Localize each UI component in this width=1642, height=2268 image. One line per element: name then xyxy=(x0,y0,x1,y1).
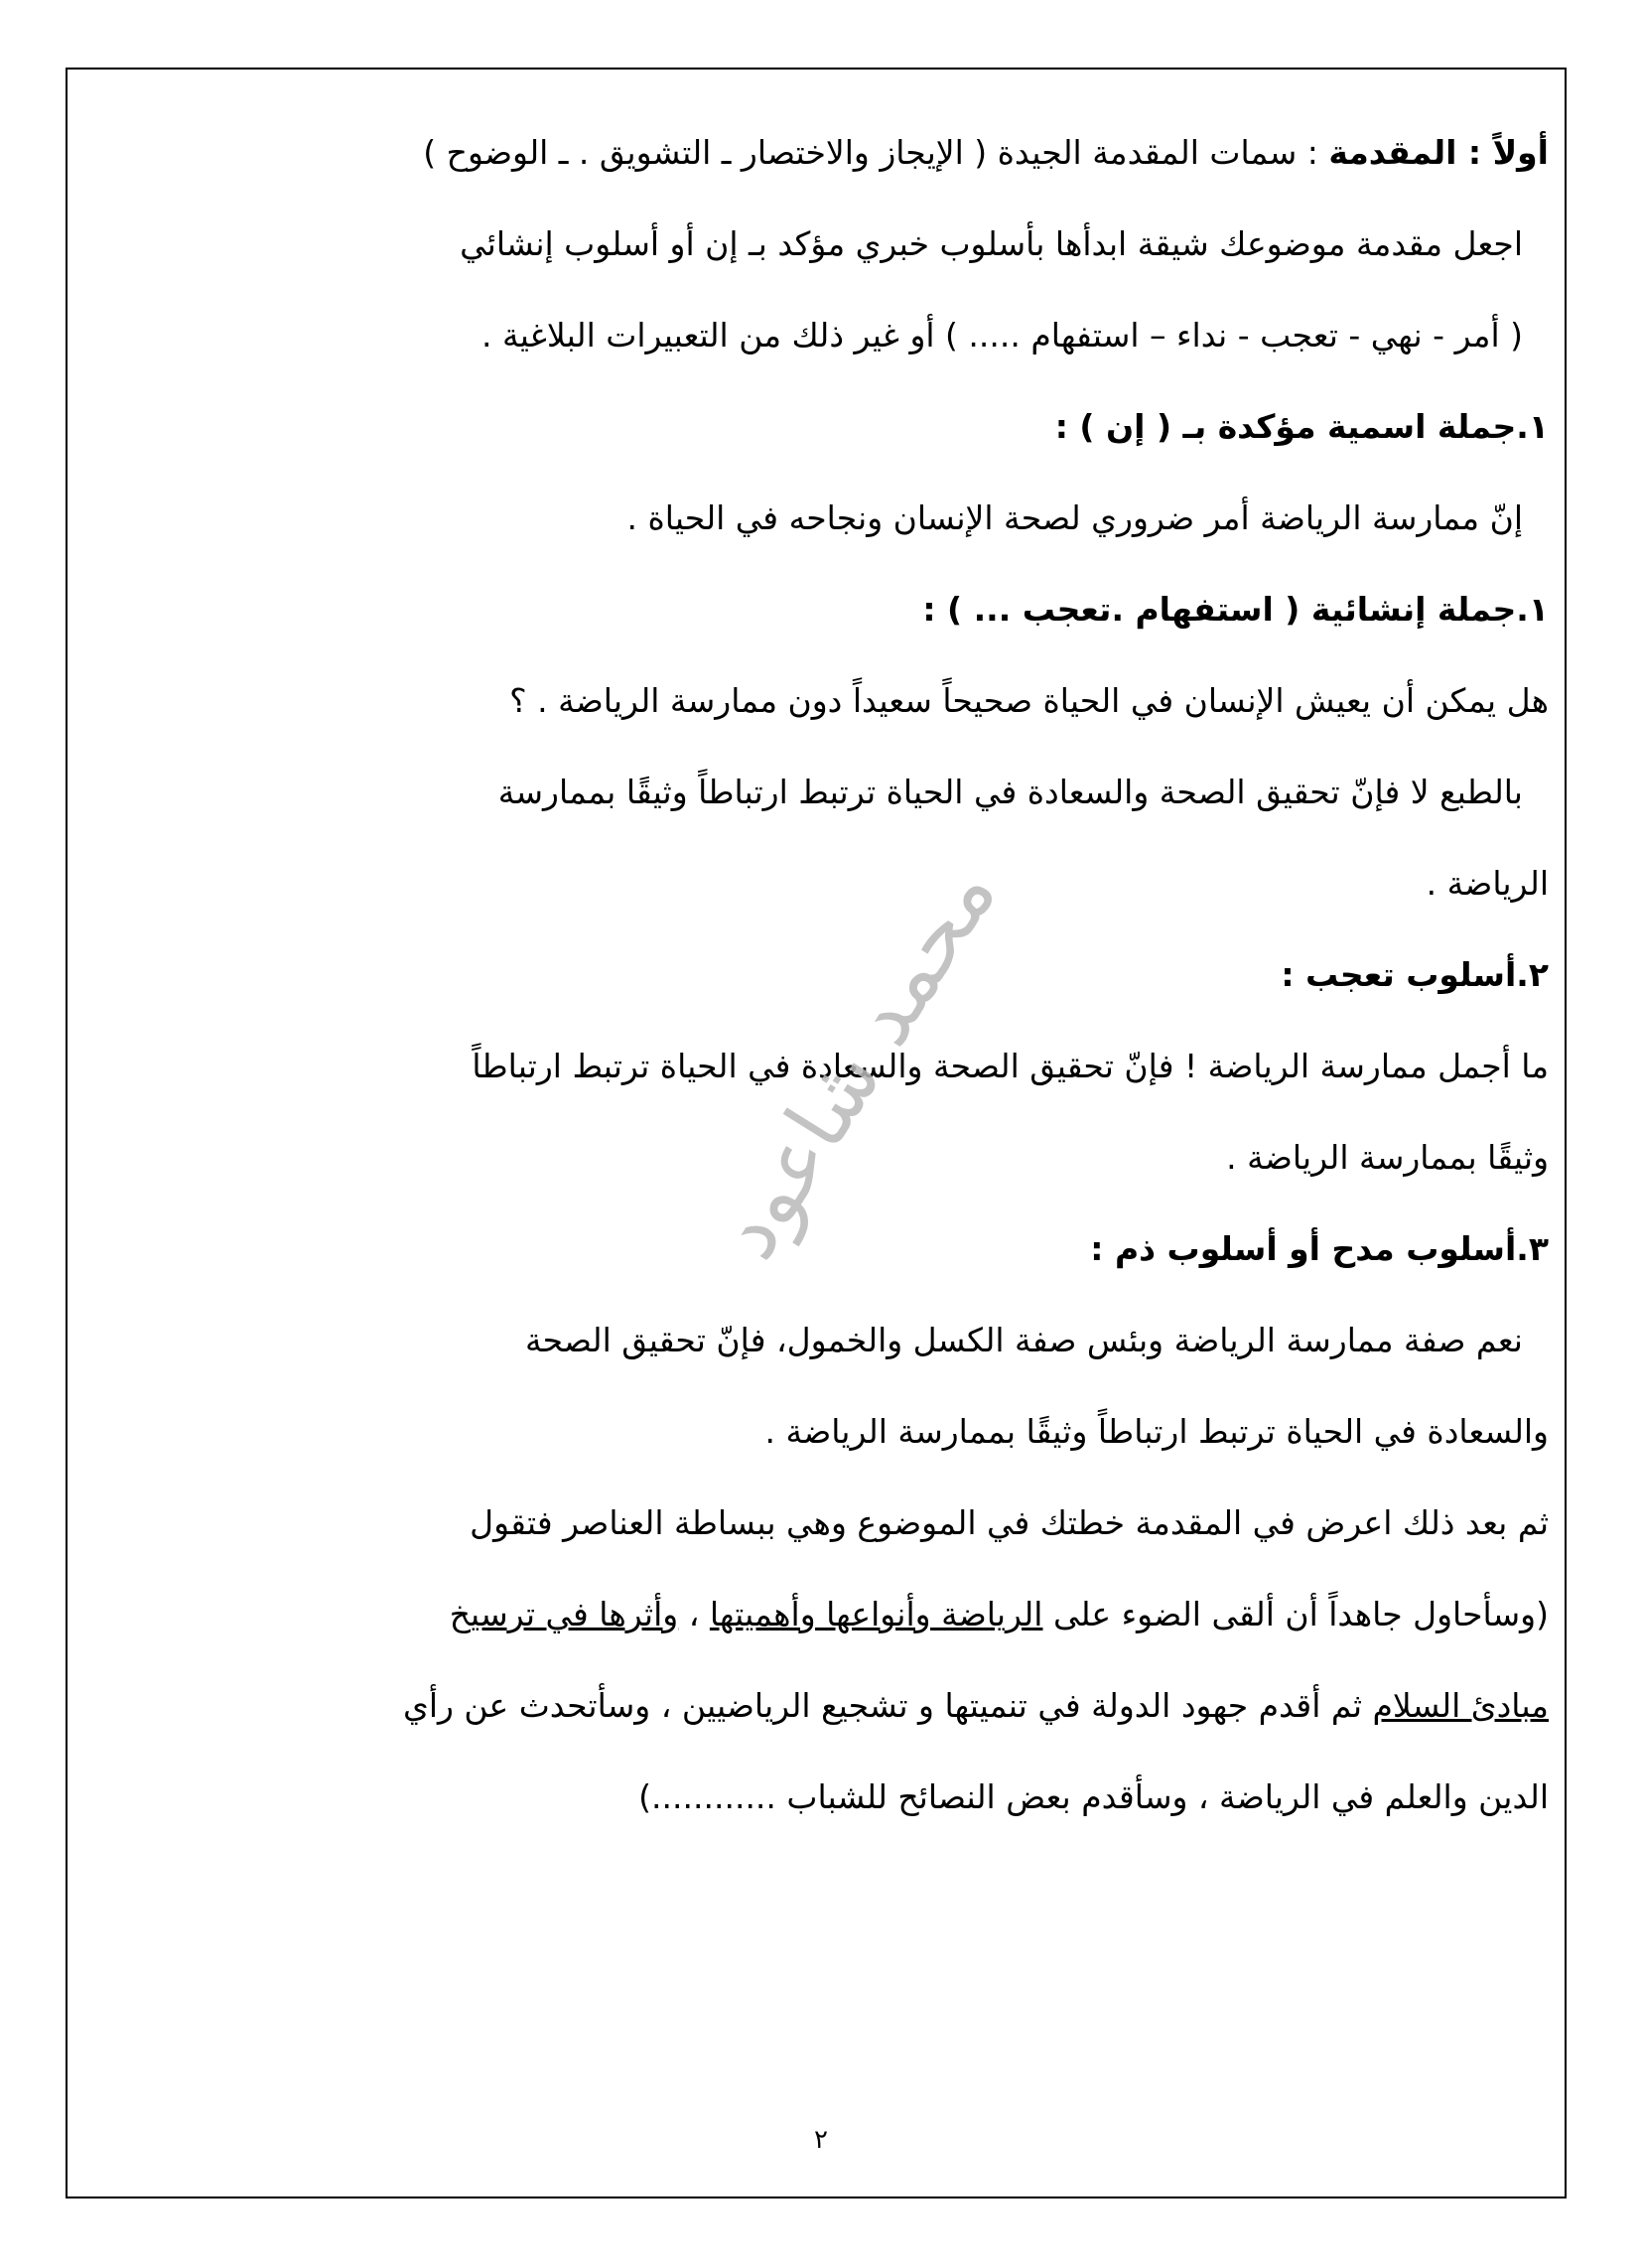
plan-line-2-sep: ، xyxy=(678,1595,710,1633)
section2-title: ١.جملة إنشائية ( استفهام .تعجب ... ) : xyxy=(922,590,1549,629)
plan-underlined-peace: مبادئ السلام xyxy=(1372,1686,1549,1725)
plan-line-3-rest: ثم أقدم جهود الدولة في تنميتها و تشجيع الرياضيين ، وسأتحدث عن رأي xyxy=(403,1686,1373,1725)
intro-heading-line xyxy=(107,107,1549,199)
document-body xyxy=(107,107,1549,1843)
section2-line-2: بالطبع لا فإنّ تحقيق الصحة والسعادة في الحياة ترتبط ارتباطاً وثيقًا بممارسة xyxy=(497,773,1523,811)
section4-title: ٣.أسلوب مدح أو أسلوب ذم : xyxy=(1090,1229,1549,1268)
plan-line-2 xyxy=(107,1569,1549,1660)
intro-line-3: ( أمر - نهي - تعجب - نداء – استفهام ..... ) أو غير ذلك من التعبيرات البلاغية . xyxy=(481,316,1523,354)
section1-title: ١.جملة اسمية مؤكدة بـ ( إن ) : xyxy=(1054,407,1549,446)
plan-underlined-effect: وأثرها في ترسيخ xyxy=(449,1595,679,1633)
intro-heading-rest: : سمات المقدمة الجيدة ( الإيجاز والاختصار ـ التشويق . ـ الوضوح ) xyxy=(423,133,1329,172)
plan-line-2-start: (وسأحاول جاهداً أن ألقى الضوء على xyxy=(1042,1595,1549,1633)
section2-line-1: هل يمكن أن يعيش الإنسان في الحياة صحيحاً سعيداً دون ممارسة الرياضة . ؟ xyxy=(509,681,1549,720)
section1-example: إنّ ممارسة الرياضة أمر ضروري لصحة الإنسان ونجاحه في الحياة . xyxy=(626,498,1523,537)
plan-line-3 xyxy=(107,1660,1549,1752)
page-number: ٢ xyxy=(814,2125,828,2155)
section2-line-3: الرياضة . xyxy=(1426,864,1549,903)
section4-line-2: والسعادة في الحياة ترتبط ارتباطاً وثيقًا بممارسة الرياضة . xyxy=(764,1412,1549,1451)
plan-underlined-topic: الرياضة وأنواعها وأهميتها xyxy=(709,1595,1043,1633)
plan-line-1: ثم بعد ذلك اعرض في المقدمة خطتك في الموضوع وهي ببساطة العناصر فتقول xyxy=(470,1503,1549,1542)
section3-title: ٢.أسلوب تعجب : xyxy=(1281,955,1549,994)
intro-heading: أولاً : المقدمة xyxy=(1328,133,1549,172)
section4-line-1: نعم صفة ممارسة الرياضة وبئس صفة الكسل والخمول، فإنّ تحقيق الصحة xyxy=(524,1321,1523,1359)
plan-line-4: الدين والعلم في الرياضة ، وسأقدم بعض النصائح للشباب ............) xyxy=(638,1777,1549,1816)
intro-line-2: اجعل مقدمة موضوعك شيقة ابدأها بأسلوب خبري مؤكد بـ إن أو أسلوب إنشائي xyxy=(460,224,1523,263)
section3-line-1: ما أجمل ممارسة الرياضة ! فإنّ تحقيق الصحة والسعادة في الحياة ترتبط ارتباطاً xyxy=(472,1047,1549,1085)
section3-line-2: وثيقًا بممارسة الرياضة . xyxy=(1226,1138,1549,1177)
watermark-signature: محمد شاعود xyxy=(698,848,1016,1275)
